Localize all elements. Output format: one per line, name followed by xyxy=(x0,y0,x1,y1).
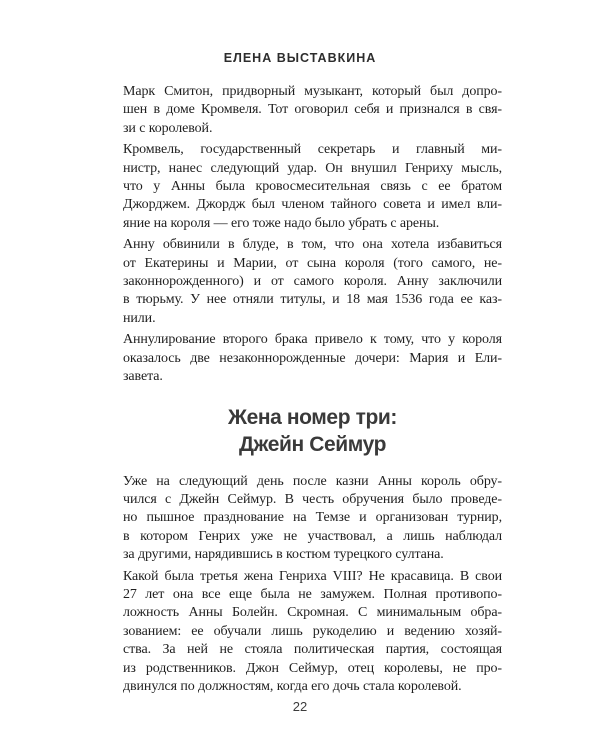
text-line: нистр, нанес следующий удар. Он внушил Генриху мысль, xyxy=(123,160,502,176)
paragraph xyxy=(123,141,502,233)
paragraph xyxy=(123,83,502,138)
text-line: завета. xyxy=(123,369,163,385)
text-block xyxy=(123,83,502,699)
text-line: в тюрьму. У нее отняли титулы, и 18 мая 1536 года ее каз- xyxy=(123,292,502,308)
text-line: Аннулирование второго брака привело к тому, что у короля xyxy=(123,332,502,348)
text-line: Марк Смитон, придворный музыкант, который был допро- xyxy=(123,84,502,99)
running-head: ЕЛЕНА ВЫСТАВКИНА xyxy=(223,51,377,65)
chapter-heading-line: Джейн Сеймур xyxy=(238,432,387,456)
paragraph xyxy=(123,473,502,565)
text-line: законнорожденного) и от самого короля. Анну заключили xyxy=(123,274,502,290)
text-line: ложность Анны Болейн. Скромная. С минимальным обра- xyxy=(123,605,502,621)
text-line: Анну обвинили в блуде, в том, что она хотела избавиться xyxy=(123,237,502,253)
text-line: двинулся по должностям, когда его дочь стала королевой. xyxy=(123,678,462,694)
chapter-heading-line: Жена номер три: xyxy=(228,405,397,429)
text-line: яние на короля — его тоже надо было убрать с арены. xyxy=(123,215,440,231)
page-number: 22 xyxy=(292,699,308,714)
paragraph xyxy=(123,236,502,328)
text-line: от Екатерины и Марии, от сына короля (того самого, не- xyxy=(123,255,502,271)
text-line: нили. xyxy=(123,310,156,326)
text-line: Джорджем. Джордж был членом тайного совета и имел вли- xyxy=(123,197,502,213)
text-line: ства. За ней не стояла политическая партия, состоящая xyxy=(123,642,502,658)
text-line: оказалось две незаконнорожденные дочери: Мария и Ели- xyxy=(123,350,502,366)
text-line: из родственников. Джон Сеймур, отец королевы, не про- xyxy=(123,660,502,676)
text-line: шен в доме Кромвеля. Тот оговорил себя и признался в свя- xyxy=(123,102,502,118)
text-line: Какой была третья жена Генриха VIII? Не красавица. В свои xyxy=(123,568,502,584)
paragraph xyxy=(123,331,502,386)
text-line: чился с Джейн Сеймур. В честь обручения было проведе- xyxy=(123,491,502,507)
chapter-heading xyxy=(123,404,502,458)
text-line: Уже на следующий день после казни Анны король обру- xyxy=(123,473,502,489)
text-line: в котором Генрих уже не участвовал, а лишь наблюдал xyxy=(123,528,502,544)
text-line: 27 лет она все еще была не замужем. Полная противопо- xyxy=(123,586,502,602)
text-line: зованием: ее обучали лишь рукоделию и ведению хозяй- xyxy=(123,623,502,639)
text-line: что у Анны была кровосмесительная связь с ее братом xyxy=(123,179,502,195)
paragraph xyxy=(123,568,502,697)
text-line: за другими, нарядившись в костюм турецкого султана. xyxy=(123,547,444,563)
text-line: но пышное празднование на Темзе и организован турнир, xyxy=(123,510,502,526)
text-line: зи с королевой. xyxy=(123,120,213,136)
text-line: Кромвель, государственный секретарь и главный ми- xyxy=(123,142,502,158)
